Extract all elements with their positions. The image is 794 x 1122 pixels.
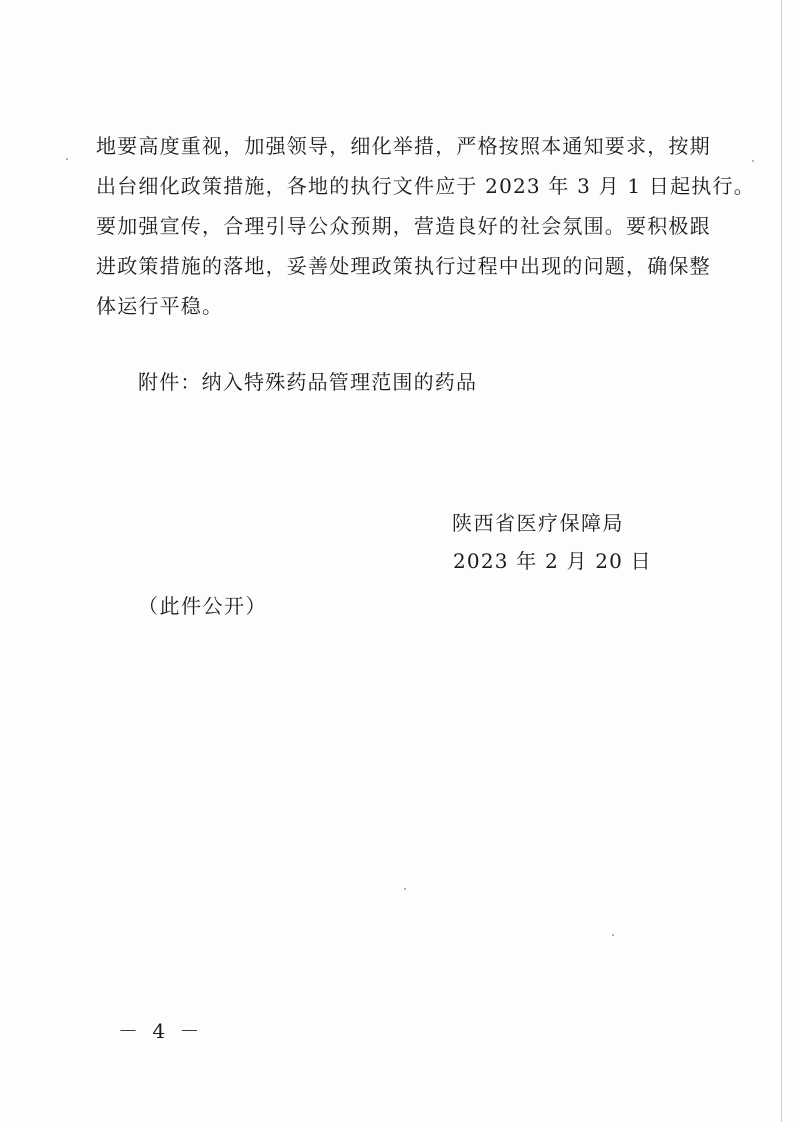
- body-line: 体运行平稳。: [96, 294, 224, 318]
- scan-edge-line: [781, 0, 782, 1122]
- body-line: 出台细化政策措施，各地的执行文件应于 2023 年 3 月 1 日起执行。: [96, 174, 755, 198]
- issue-date: 2023 年 2 月 20 日: [453, 549, 652, 573]
- body-paragraph: [96, 126, 755, 326]
- attachment-line: 附件：纳入特殊药品管理范围的药品: [138, 370, 478, 394]
- body-line: 进政策措施的落地，妥善处理政策执行过程中出现的问题，确保整: [96, 254, 711, 278]
- disclosure-note: （此件公开）: [138, 594, 267, 618]
- page-number: － 4 －: [118, 1019, 204, 1043]
- scan-speck: [752, 160, 754, 162]
- scan-speck: [404, 888, 406, 890]
- body-line: 地要高度重视，加强领导，细化举措，严格按照本通知要求，按期: [96, 134, 711, 158]
- scan-speck: [612, 934, 614, 936]
- issuer-name: 陕西省医疗保障局: [452, 511, 624, 535]
- body-line: 要加强宣传，合理引导公众预期，营造良好的社会氛围。要积极跟: [96, 214, 711, 238]
- scan-speck: [66, 158, 68, 160]
